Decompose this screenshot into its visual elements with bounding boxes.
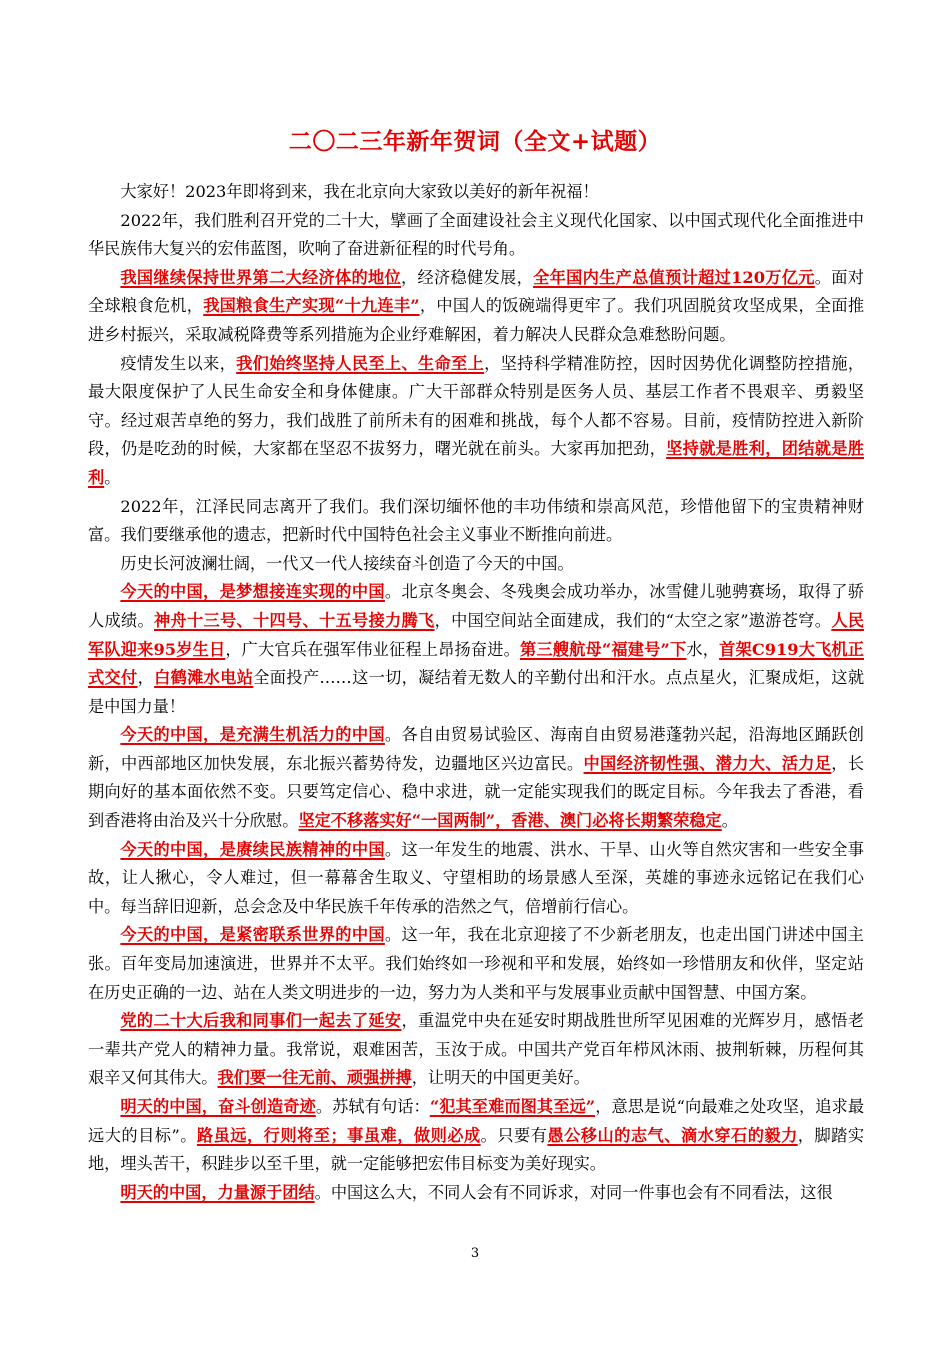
text-run: 水， (686, 639, 720, 659)
text-run: 。只要有 (480, 1125, 548, 1145)
highlighted-phrase: 路虽远，行则将至；事虽难，做则必成 (196, 1125, 481, 1145)
text-run: 历史长河波澜壮阔，一代又一代人接续奋斗创造了今天的中国。 (120, 553, 574, 573)
highlighted-phrase: 人民军队迎来95岁生日 (88, 610, 865, 659)
page-title: 二〇二三年新年贺词（全文+试题） (288, 128, 662, 155)
highlighted-phrase: 首架C919大飞机正式交付 (88, 639, 864, 688)
text-run: ，中国空间站全面建成，我们的“太空之家”遨游苍穹。 (434, 610, 832, 630)
paragraph (88, 921, 864, 1007)
text-run: 。中国这么大，不同人会有不同诉求，对同一件事也会有不同看法，这很 (314, 1182, 833, 1202)
text-run: ，脚踏实地，埋头苦干，积跬步以至千里，就一定能够把宏伟目标变为美好现实。 (88, 1125, 865, 1174)
highlighted-phrase: 白鹤滩水电站 (154, 668, 254, 688)
paragraph (88, 207, 864, 264)
text-run: ，重温党中央在延安时期战胜世所罕见困难的光辉岁月，感悟老一辈共产党人的精神力量。我常说，艰难困苦，玉汝于成。中国共产党百年栉风沐雨、披荆斩棘，历程何其艰辛又何其伟大。 (88, 1011, 865, 1088)
highlighted-phrase: 我们要一往无前、顽强拼搏 (217, 1068, 412, 1088)
paragraph (88, 578, 864, 721)
highlighted-phrase: 第三艘航母“福建号”下 (520, 639, 687, 659)
highlighted-phrase: 明天的中国，力量源于团结 (120, 1182, 315, 1202)
text-run: ，让明天的中国更美好。 (411, 1068, 590, 1088)
text-run: 。这一年，我在北京迎接了不少新老朋友，也走出国门讲述中国主张。百年变局加速演进，世界并不太平。我们始终如一珍视和平和发展，始终如一珍惜朋友和伙伴，坚定站在历史正确的一边、站在人类文明进步的一边，努力为人类和平与发展事业贡献中国智慧、中国方案。 (88, 925, 864, 1002)
document-body (88, 178, 864, 1207)
paragraph (88, 493, 864, 550)
highlighted-phrase: 我国继续保持世界第二大经济体的地位 (120, 267, 402, 287)
text-run: 。面对全球粮食危机， (88, 267, 864, 316)
highlighted-phrase: 坚持就是胜利，团结就是胜利 (88, 439, 865, 487)
text-run: ，坚持科学精准防控，因时因势优化调整防控措施，最大限度保护了人民生命安全和身体健康。广大干部群众特别是医务人员、基层工作者不畏艰辛、勇毅坚守。经过艰苦卓绝的努力，我们战胜了前所未有的困难和挑战，每个人都不容易。目前，疫情防控进入新阶段，仍是吃劲的时候，大家都在坚忍不拔努力，曙光就在前头。大家再加把劲， (88, 353, 865, 459)
text-run: ，经济稳健发展， (401, 267, 534, 287)
text-run: ，意思是说“向最难之处攻坚，追求最远大的目标”。 (88, 1097, 865, 1145)
paragraph (88, 1007, 864, 1093)
highlighted-phrase: 今天的中国，是充满生机活力的中国 (120, 725, 385, 745)
paragraph (88, 721, 864, 835)
text-run: 2022年，我们胜利召开党的二十大，擘画了全面建设社会主义现代化国家、以中国式现代化全面推进中华民族伟大复兴的宏伟蓝图，吹响了奋进新征程的时代号角。 (88, 210, 864, 259)
paragraph (88, 550, 864, 579)
highlighted-phrase: 坚定不移落实好“一国两制”，香港、澳门必将长期繁荣稳定 (298, 811, 722, 831)
highlighted-phrase: 今天的中国，是紧密联系世界的中国 (120, 925, 385, 945)
paragraph (88, 264, 864, 350)
highlighted-phrase: 愚公移山的志气、滴水穿石的毅力 (547, 1125, 798, 1145)
highlighted-phrase: 党的二十大后我和同事们一起去了延安 (120, 1011, 402, 1031)
highlighted-phrase: 我们始终坚持人民至上、生命至上 (236, 353, 485, 373)
highlighted-phrase: 明天的中国，奋斗创造奇迹 (120, 1097, 316, 1116)
highlighted-phrase: 我国粮食生产实现“十九连丰” (203, 296, 420, 316)
text-run: 。苏轼有句话： (315, 1097, 430, 1116)
paragraph (88, 836, 864, 922)
text-run: ，长期向好的基本面依然不变。只要笃定信心、稳中求进，就一定能实现我们的既定目标。今年我去了香港，看到香港将由治及兴十分欣慰。 (88, 753, 865, 831)
text-run: 。各自由贸易试验区、海南自由贸易港蓬勃兴起，沿海地区踊跃创新，中西部地区加快发展，东北振兴蓄势待发，边疆地区兴边富民。 (88, 725, 864, 773)
highlighted-phrase: 今天的中国，是梦想接连实现的中国 (120, 582, 385, 602)
text-run: 疫情发生以来， (120, 353, 237, 373)
highlighted-phrase: 全年国内生产总值预计超过120万亿元 (533, 267, 815, 287)
highlighted-phrase: “犯其至难而图其至远” (429, 1097, 596, 1116)
text-run: ，广大官兵在强军伟业征程上昂扬奋进。 (225, 639, 520, 659)
paragraph (88, 178, 864, 207)
text-run: 。这一年发生的地震、洪水、干旱、山火等自然灾害和一些安全事故，让人揪心，令人难过，但一幕幕舍生取义、守望相助的场景感人至深，英雄的事迹永远铭记在我们心中。每当辞旧迎新，总会念及中华民族千年传承的浩然之气，倍增前行信心。 (88, 839, 864, 916)
text-run: 全面投产……这一切，凝结着无数人的辛勤付出和汗水。点点星火，汇聚成炬，这就是中国力量！ (88, 668, 865, 716)
paragraph (88, 1093, 864, 1179)
page-number: 3 (470, 1246, 480, 1261)
text-run: 。 (104, 467, 121, 487)
highlighted-phrase: 中国经济韧性强、潜力大、活力足 (583, 753, 832, 773)
highlighted-phrase: 神舟十三号、十四号、十五号接力腾飞 (154, 610, 435, 630)
paragraph (88, 350, 864, 493)
highlighted-phrase: 今天的中国，是赓续民族精神的中国 (120, 839, 385, 859)
paragraph (88, 1179, 864, 1208)
text-run: 2022年，江泽民同志离开了我们。我们深切缅怀他的丰功伟绩和崇高风范，珍惜他留下的宝贵精神财富。我们要继承他的遗志，把新时代中国特色社会主义事业不断推向前进。 (88, 496, 864, 545)
text-run: 。北京冬奥会、冬残奥会成功举办，冰雪健儿驰骋赛场，取得了骄人成绩。 (88, 582, 864, 630)
text-run: 大家好！2023年即将到来，我在北京向大家致以美好的新年祝福！ (120, 182, 599, 201)
text-run: ，中国人的饭碗端得更牢了。我们巩固脱贫攻坚成果，全面推进乡村振兴，采取减税降费等系列措施为企业纾难解困，着力解决人民群众急难愁盼问题。 (88, 296, 865, 344)
text-run: 。 (721, 811, 738, 831)
text-run: ， (137, 668, 155, 688)
